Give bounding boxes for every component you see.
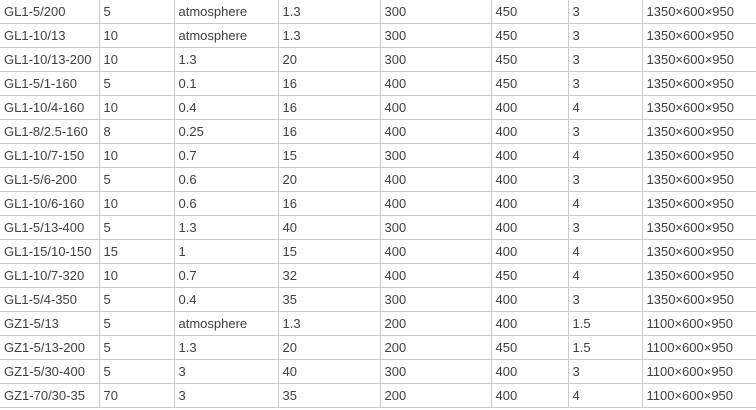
table-row	[0, 72, 756, 96]
table-cell: GZ1-5/13-200	[0, 336, 99, 360]
table-cell: 400	[491, 216, 568, 240]
table-cell: 3	[568, 288, 642, 312]
table-cell: 1.5	[568, 312, 642, 336]
table-cell: 0.4	[174, 288, 278, 312]
table-cell: 200	[380, 336, 491, 360]
table-cell: 300	[380, 288, 491, 312]
table-cell: GL1-10/7-320	[0, 264, 99, 288]
table-cell: 3	[568, 168, 642, 192]
table-row	[0, 192, 756, 216]
table-cell: 20	[278, 168, 380, 192]
table-cell: 5	[99, 216, 174, 240]
table-cell: atmosphere	[174, 0, 278, 24]
table-cell: 4	[568, 96, 642, 120]
table-cell: 0.7	[174, 144, 278, 168]
table-cell: 1350×600×950	[642, 120, 756, 144]
table-cell: atmosphere	[174, 24, 278, 48]
table-cell: GL1-8/2.5-160	[0, 120, 99, 144]
table-cell: 1350×600×950	[642, 216, 756, 240]
table-cell: 3	[568, 24, 642, 48]
table-cell: GZ1-70/30-35	[0, 384, 99, 408]
table-cell: 1.3	[278, 312, 380, 336]
table-cell: 1350×600×950	[642, 168, 756, 192]
table-cell: 1100×600×950	[642, 360, 756, 384]
table-cell: 300	[380, 360, 491, 384]
table-row	[0, 240, 756, 264]
table-cell: GZ1-5/30-400	[0, 360, 99, 384]
table-cell: 3	[568, 0, 642, 24]
table-cell: 400	[491, 120, 568, 144]
table-cell: 400	[491, 144, 568, 168]
table-cell: 16	[278, 120, 380, 144]
table-row	[0, 48, 756, 72]
table-cell: 16	[278, 96, 380, 120]
table-cell: 1350×600×950	[642, 72, 756, 96]
table-cell: 300	[380, 144, 491, 168]
table-cell: 1.3	[278, 0, 380, 24]
table-cell: 400	[491, 312, 568, 336]
table-cell: 1350×600×950	[642, 144, 756, 168]
table-cell: 400	[380, 264, 491, 288]
table-cell: atmosphere	[174, 312, 278, 336]
table-cell: 10	[99, 48, 174, 72]
table-cell: 1.3	[174, 336, 278, 360]
table-cell: 4	[568, 240, 642, 264]
table-cell: 1350×600×950	[642, 192, 756, 216]
table-cell: 5	[99, 312, 174, 336]
table-cell: GL1-10/13	[0, 24, 99, 48]
table-cell: 400	[491, 96, 568, 120]
table-cell: 400	[491, 360, 568, 384]
table-cell: 1350×600×950	[642, 288, 756, 312]
table-row	[0, 120, 756, 144]
table-cell: 1.3	[174, 216, 278, 240]
table-row	[0, 312, 756, 336]
table-cell: 400	[491, 384, 568, 408]
table-cell: 3	[568, 72, 642, 96]
table-cell: 32	[278, 264, 380, 288]
table-cell: GL1-10/4-160	[0, 96, 99, 120]
table-cell: GZ1-5/13	[0, 312, 99, 336]
table-cell: 16	[278, 192, 380, 216]
table-cell: 70	[99, 384, 174, 408]
table-cell: 4	[568, 144, 642, 168]
table-cell: 3	[174, 384, 278, 408]
table-cell: 1	[174, 240, 278, 264]
table-cell: 4	[568, 384, 642, 408]
table-cell: 1350×600×950	[642, 264, 756, 288]
table-cell: 1350×600×950	[642, 0, 756, 24]
table-cell: 3	[568, 216, 642, 240]
table-cell: 1.3	[174, 48, 278, 72]
table-cell: 0.6	[174, 192, 278, 216]
table-cell: 400	[491, 168, 568, 192]
table-cell: GL1-5/13-400	[0, 216, 99, 240]
table-cell: 5	[99, 288, 174, 312]
table-cell: 3	[568, 48, 642, 72]
table-cell: 40	[278, 216, 380, 240]
table-row	[0, 384, 756, 408]
table-cell: 1350×600×950	[642, 96, 756, 120]
table-cell: 16	[278, 72, 380, 96]
table-cell: 1350×600×950	[642, 240, 756, 264]
table-row	[0, 96, 756, 120]
table-cell: 400	[380, 120, 491, 144]
table-cell: 0.1	[174, 72, 278, 96]
table-cell: 15	[278, 240, 380, 264]
table-cell: 450	[491, 336, 568, 360]
table-cell: 0.6	[174, 168, 278, 192]
table-cell: 5	[99, 336, 174, 360]
table-cell: 200	[380, 384, 491, 408]
table-cell: 35	[278, 384, 380, 408]
table-cell: GL1-5/1-160	[0, 72, 99, 96]
table-cell: 450	[491, 24, 568, 48]
table-cell: 400	[380, 240, 491, 264]
table-cell: 1100×600×950	[642, 336, 756, 360]
table-cell: 450	[491, 72, 568, 96]
table-cell: 20	[278, 48, 380, 72]
table-cell: 40	[278, 360, 380, 384]
table-cell: 4	[568, 264, 642, 288]
table-cell: 200	[380, 312, 491, 336]
table-cell: 5	[99, 168, 174, 192]
table-cell: 400	[380, 96, 491, 120]
table-row	[0, 216, 756, 240]
table-row	[0, 0, 756, 24]
table-cell: 10	[99, 264, 174, 288]
table-cell: 0.7	[174, 264, 278, 288]
table-cell: 10	[99, 192, 174, 216]
table-row	[0, 288, 756, 312]
table-cell: 400	[380, 168, 491, 192]
table-row	[0, 264, 756, 288]
table-cell: GL1-15/10-150	[0, 240, 99, 264]
table-cell: 8	[99, 120, 174, 144]
table-cell: 10	[99, 144, 174, 168]
table-cell: 450	[491, 48, 568, 72]
table-cell: 1.3	[278, 24, 380, 48]
table-cell: 1350×600×950	[642, 48, 756, 72]
table-cell: 400	[491, 288, 568, 312]
table-cell: GL1-5/200	[0, 0, 99, 24]
table-cell: 10	[99, 96, 174, 120]
table-cell: 450	[491, 0, 568, 24]
table-cell: GL1-10/7-150	[0, 144, 99, 168]
table-cell: 400	[491, 240, 568, 264]
table-row	[0, 24, 756, 48]
table-cell: 0.4	[174, 96, 278, 120]
table-cell: 1100×600×950	[642, 384, 756, 408]
table-cell: 400	[380, 72, 491, 96]
table-row	[0, 144, 756, 168]
table-cell: 300	[380, 24, 491, 48]
table-cell: 300	[380, 216, 491, 240]
table-cell: 5	[99, 72, 174, 96]
table-cell: 35	[278, 288, 380, 312]
table-cell: 1100×600×950	[642, 312, 756, 336]
table-cell: GL1-10/6-160	[0, 192, 99, 216]
table-row	[0, 336, 756, 360]
table-cell: 20	[278, 336, 380, 360]
table-cell: 300	[380, 48, 491, 72]
table-cell: 300	[380, 0, 491, 24]
table-cell: 5	[99, 0, 174, 24]
table-cell: GL1-5/4-350	[0, 288, 99, 312]
table-cell: GL1-5/6-200	[0, 168, 99, 192]
table-cell: 0.25	[174, 120, 278, 144]
table-cell: 3	[174, 360, 278, 384]
table-cell: 3	[568, 360, 642, 384]
table-cell: 400	[380, 192, 491, 216]
table-cell: 400	[491, 192, 568, 216]
table-cell: 1.5	[568, 336, 642, 360]
table-cell: 10	[99, 24, 174, 48]
table-cell: 1350×600×950	[642, 24, 756, 48]
table-cell: 15	[278, 144, 380, 168]
table-cell: 15	[99, 240, 174, 264]
table-row	[0, 360, 756, 384]
table-cell: 4	[568, 192, 642, 216]
table-cell: 450	[491, 264, 568, 288]
table-cell: 3	[568, 120, 642, 144]
table-row	[0, 168, 756, 192]
table-cell: GL1-10/13-200	[0, 48, 99, 72]
table-cell: 5	[99, 360, 174, 384]
